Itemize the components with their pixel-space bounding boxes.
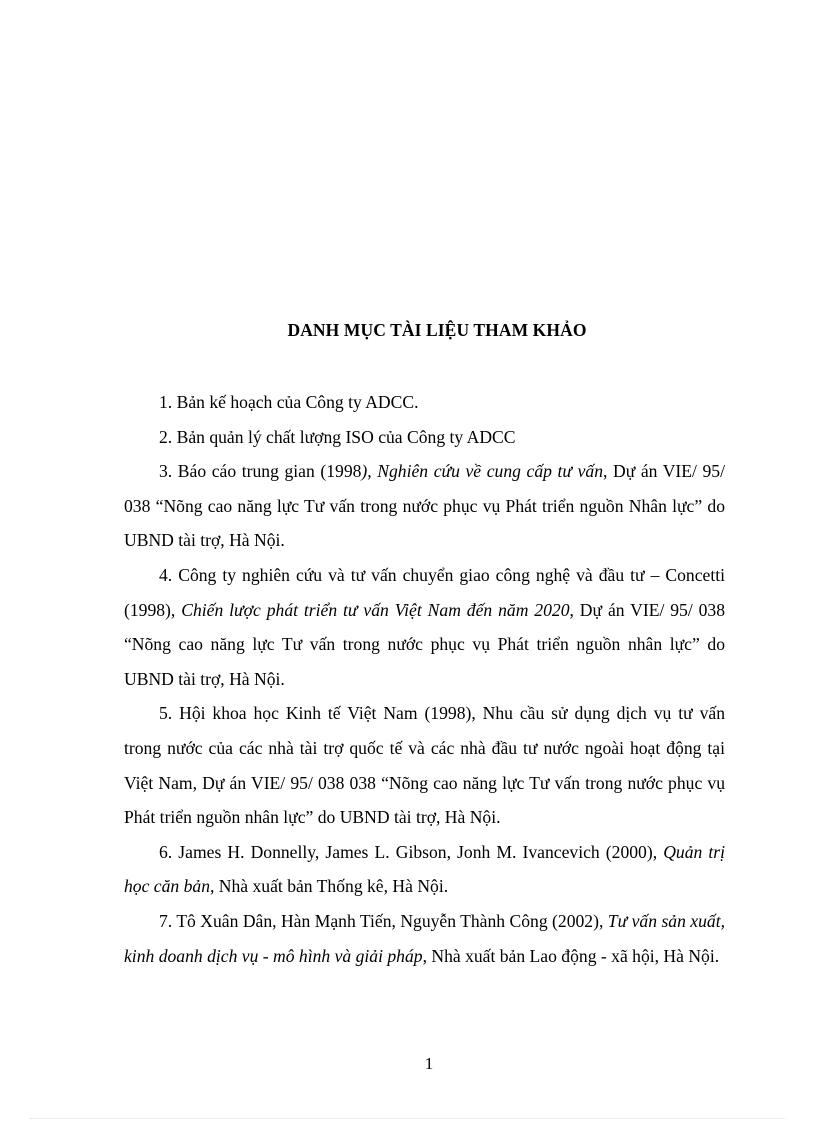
reference-italic-text: Tư vấn sản xuất, kinh doanh dịch vụ - mô hình và giải pháp bbox=[124, 910, 725, 966]
reference-text: Hội khoa học Kinh tế Việt Nam (1998), Nhu cầu sử dụng dịch vụ tư vấn trong nước của các nhà tài trợ quốc tế và các nhà đầu tư nước ngoài hoạt động tại Việt Nam, Dự án VIE/ 95/ 038 038 “Nõng cao năng lực Tư vấn trong nước phục vụ Phát triển nguồn nhân lực” do UBND tài trợ, Hà Nội. bbox=[124, 703, 725, 828]
reference-text: Bản quản lý chất lượng ISO của Công ty ADCC bbox=[172, 426, 516, 447]
reference-text: Bản kế hoạch của Công ty ADCC. bbox=[172, 392, 419, 412]
reference-italic-text: Chiến lược phát triển tư vấn Việt Nam đến năm 2020 bbox=[181, 599, 570, 620]
reference-number: 5. bbox=[159, 703, 173, 724]
reference-italic-text: ), Nghiên cứu về cung cấp tư vấn bbox=[361, 461, 603, 482]
reference-item-7 bbox=[124, 904, 725, 973]
reference-item-1 bbox=[124, 385, 725, 420]
reference-item-6 bbox=[124, 835, 725, 904]
page-title: DANH MỤC TÀI LIỆU THAM KHẢO bbox=[287, 320, 587, 340]
reference-italic-text: Quản trị học căn bản bbox=[124, 841, 725, 897]
reference-list bbox=[124, 385, 725, 973]
reference-text: James H. Donnelly, James L. Gibson, Jonh M. Ivancevich (2000), bbox=[172, 841, 664, 862]
reference-text-end: , Nhà xuất bản Lao động - xã hội, Hà Nội. bbox=[422, 945, 720, 966]
page-bottom-divider bbox=[30, 1118, 786, 1119]
reference-number: 6. bbox=[159, 841, 173, 862]
reference-text-end: , Nhà xuất bản Thống kê, Hà Nội. bbox=[210, 876, 449, 897]
page-number: 1 bbox=[424, 1054, 434, 1073]
reference-text-end: , Dự án VIE/ 95/ 038 “Nõng cao năng lực Tư vấn trong nước phục vụ Phát triển nguồn Nhân lực” do UBND tài trợ, Hà Nội. bbox=[124, 461, 725, 551]
reference-number: 3. bbox=[159, 461, 173, 482]
reference-number: 4. bbox=[159, 564, 173, 585]
reference-number: 2. bbox=[159, 426, 173, 447]
reference-item-4 bbox=[124, 558, 725, 696]
reference-text-end: , Dự án VIE/ 95/ 038 “Nõng cao năng lực Tư vấn trong nước phục vụ Phát triển nguồn nhân lực” do UBND tài trợ, Hà Nội. bbox=[124, 599, 726, 689]
reference-item-5 bbox=[124, 696, 725, 834]
reference-item-3 bbox=[124, 454, 725, 558]
reference-text: Công ty nghiên cứu và tư vấn chuyển giao công nghệ và đầu tư – Concetti (1998), bbox=[124, 564, 725, 620]
reference-number: 7. bbox=[159, 910, 173, 931]
reference-number: 1. bbox=[159, 392, 173, 412]
reference-text: Báo cáo trung gian (1998 bbox=[172, 461, 362, 482]
reference-item-2 bbox=[124, 420, 725, 455]
reference-text: Tô Xuân Dân, Hàn Mạnh Tiến, Nguyễn Thành Công (2002), bbox=[172, 910, 608, 931]
